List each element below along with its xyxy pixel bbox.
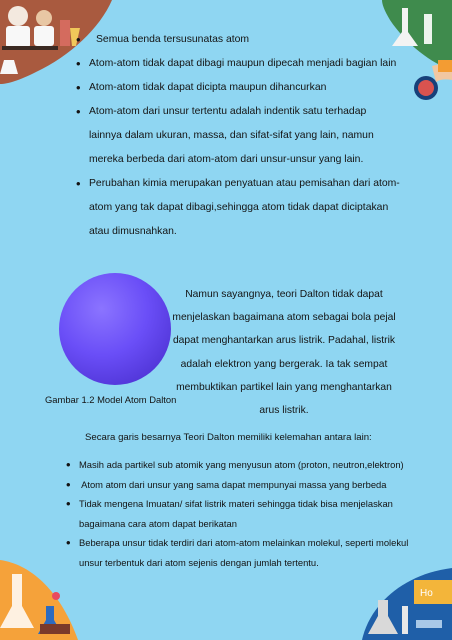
- list-item-text: Tidak mengena Imuatan/ sifat listrik materi sehingga tidak bisa menjelaskan bagaimana cara atom dapat berikatan: [79, 498, 393, 529]
- list-item: [79, 494, 425, 533]
- list-item-text: Atom-atom tidak dapat dicipta maupun dihancurkan: [89, 82, 327, 93]
- figure-caption: Gambar 1.2 Model Atom Dalton: [45, 394, 177, 405]
- list-item: [79, 455, 425, 475]
- list-item-text: Semua benda tersusunatas atom: [96, 34, 250, 45]
- weaknesses-intro: Secara garis besarnya Teori Dalton memiliki kelemahan antara lain:: [85, 432, 372, 443]
- list-item-text: Beberapa unsur tidak terdiri dari atom-atom melainkan molekul, seperti molekul unsur terbentuk dari atom sejenis dengan jumlah tertentu.: [79, 537, 409, 568]
- dalton-weaknesses-list: [79, 455, 425, 572]
- list-item-text: Perubahan kimia merupakan penyatuan atau pemisahan dari atom-atom yang tak dapat dibagi,sehingga atom tidak dapat diciptakan atau dimusnahkan.: [89, 178, 400, 237]
- corner-label: Ho: [420, 588, 433, 599]
- list-item-text: Atom atom dari unsur yang sama dapat mempunyai massa yang berbeda: [79, 478, 387, 490]
- list-item: [89, 52, 401, 76]
- list-item: [79, 533, 425, 572]
- list-item-text: Masih ada partikel sub atomik yang menyusun atom (proton, neutron,elektron): [79, 459, 404, 470]
- dalton-weakness-paragraph: Namun sayangnya, teori Dalton tidak dapat menjelaskan bagaimana atom sebagai bola pejal dapat menghantarkan arus listrik. Padahal, listrik adalah elektron yang bergerak. Ia tak sempat membuktikan partikel lain yang menghantarkan arus listrik.: [172, 289, 396, 417]
- list-item: [79, 475, 425, 495]
- list-item: [89, 100, 401, 172]
- dalton-atom-sphere: [59, 273, 171, 385]
- list-item: [89, 28, 401, 52]
- list-item: [89, 76, 401, 100]
- dalton-postulates-list: [89, 28, 401, 244]
- list-item-text: Atom-atom dari unsur tertentu adalah indentik satu terhadap lainnya dalam ukuran, massa, dan sifat-sifat yang lain, namun mereka berbeda dari atom-atom dari unsur-unsur yang lain.: [89, 106, 374, 165]
- list-item-text: Atom-atom tidak dapat dibagi maupun dipecah menjadi bagian lain: [89, 58, 397, 69]
- list-item: [89, 172, 401, 244]
